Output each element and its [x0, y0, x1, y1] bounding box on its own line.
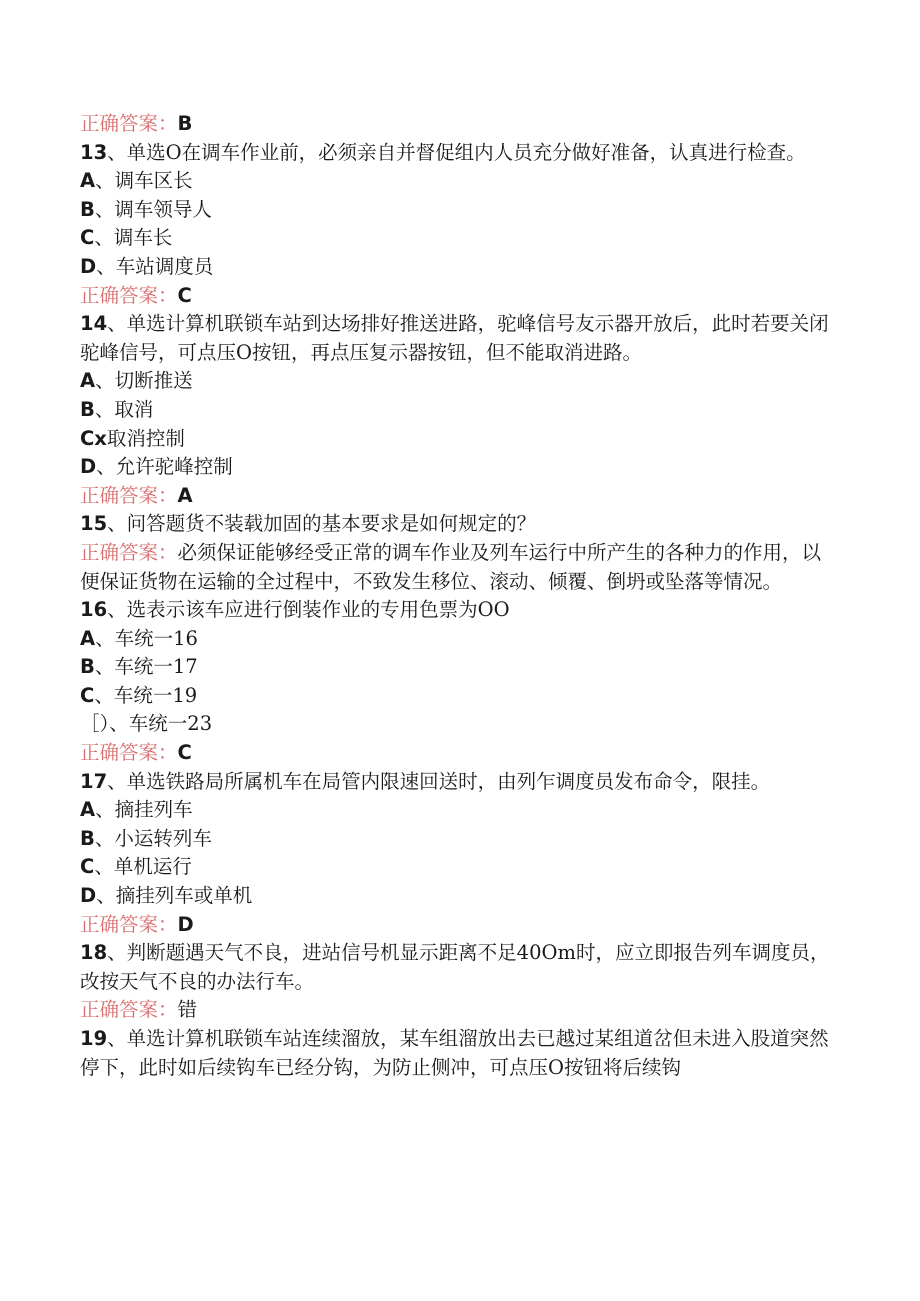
option-d [80, 253, 840, 282]
option-text: 车统一23 [128, 712, 213, 736]
option-b [80, 653, 840, 682]
question-text: 单选计算机联锁车站到达场排好推送进路，驼峰信号友示器开放后，此时若要关闭驼峰信号，可点压O按钮，再点压复示器按钮，但不能取消进路。 [80, 312, 829, 364]
option-key: D [80, 455, 97, 479]
question-13 [80, 139, 840, 168]
option-text: 允许驼峰控制 [115, 455, 233, 479]
option-key: B [80, 826, 95, 850]
option-a [80, 367, 840, 396]
option-text: 调车长 [113, 226, 173, 250]
option-separator: 、 [94, 826, 115, 850]
question-text: 单选O在调车作业前，必须亲自并督促组内人员充分做好准备，认真进行检查。 [126, 140, 806, 164]
option-c [80, 425, 840, 454]
option-b [80, 825, 840, 854]
option-separator: 、 [94, 397, 115, 421]
question-17 [80, 768, 840, 797]
answer-value: A [177, 483, 193, 507]
answer-text: 必须保证能够经受正常的调车作业及列车运行中所产生的各种力的作用，以便保证货物在运输的全过程中，不致发生移位、滚动、倾覆、倒坍或坠落等情况。 [80, 540, 822, 593]
option-key: Cx [80, 426, 107, 450]
answer-line [80, 739, 840, 768]
answer-label: 正确答案： [80, 912, 178, 936]
option-key: C [80, 683, 95, 707]
option-separator: 、 [94, 855, 114, 879]
option-key: B [80, 197, 95, 221]
option-text: 车统一16 [114, 626, 198, 650]
question-number: 16 [80, 598, 108, 622]
option-separator: 、 [95, 798, 115, 822]
question-number: 13 [80, 140, 108, 164]
option-b [80, 396, 840, 425]
question-15 [80, 510, 840, 539]
option-text: 车统一17 [114, 655, 198, 679]
option-key: A [80, 169, 96, 193]
option-text: 小运转列车 [114, 826, 212, 850]
answer-text: 错 [177, 998, 198, 1022]
question-number: 14 [80, 312, 108, 336]
question-separator: 、 [107, 140, 127, 164]
question-text: 判断题遇天气不良，进站信号机显示距离不足40Om时，应立即报告列车调度员，改按天气不良的办法行车。 [80, 941, 830, 993]
option-separator: 、 [94, 655, 115, 679]
option-key: A [80, 369, 96, 393]
option-separator: 、 [94, 197, 115, 221]
option-text: 车站调度员 [115, 254, 214, 278]
option-separator: 、 [109, 712, 129, 736]
option-separator: 、 [95, 626, 115, 650]
question-18 [80, 939, 840, 996]
question-number: 15 [80, 512, 108, 536]
option-a [80, 625, 840, 654]
answer-label: 正确答案： [80, 540, 178, 564]
option-key: ［） [80, 712, 110, 736]
option-text: 切断推送 [114, 369, 193, 393]
option-separator: 、 [94, 683, 114, 707]
option-text: 取消 [114, 397, 154, 421]
option-text: 调车领导人 [114, 197, 212, 221]
question-separator: 、 [107, 512, 127, 536]
answer-line [80, 539, 840, 596]
answer-label: 正确答案： [80, 483, 178, 507]
option-key: D [80, 254, 97, 278]
answer-label: 正确答案： [80, 283, 178, 307]
option-a [80, 167, 840, 196]
option-text: 摘挂列车 [114, 798, 193, 822]
question-19 [80, 1025, 840, 1082]
answer-value: C [177, 741, 192, 765]
option-d [80, 453, 840, 482]
option-separator: 、 [96, 455, 116, 479]
answer-label: 正确答案： [80, 112, 178, 135]
option-d [80, 882, 840, 911]
option-separator: 、 [96, 254, 116, 278]
option-separator: 、 [95, 369, 115, 393]
option-text: 车统一19 [113, 683, 198, 707]
question-separator: 、 [107, 312, 127, 336]
answer-line [80, 110, 840, 139]
question-separator: 、 [107, 598, 127, 622]
question-text: 选表示该车应进行倒装作业的专用色票为OO [126, 598, 510, 622]
option-key: A [80, 626, 96, 650]
question-16 [80, 596, 840, 625]
answer-label: 正确答案： [80, 998, 178, 1022]
option-a [80, 796, 840, 825]
option-text: 单机运行 [113, 855, 192, 879]
question-separator: 、 [107, 769, 127, 793]
answer-value: B [177, 112, 193, 135]
answer-line [80, 482, 840, 511]
option-c [80, 224, 840, 253]
question-number: 18 [80, 941, 108, 965]
answer-value: C [177, 283, 192, 307]
answer-line [80, 996, 840, 1025]
answer-label: 正确答案： [80, 741, 178, 765]
option-key: B [80, 655, 95, 679]
question-separator: 、 [107, 1027, 127, 1050]
question-number: 17 [80, 769, 108, 793]
option-text: 取消控制 [106, 426, 185, 450]
answer-line [80, 282, 840, 311]
question-number: 19 [80, 1027, 108, 1050]
option-key: D [80, 884, 97, 908]
question-text: 问答题货不装载加固的基本要求是如何规定的？ [126, 512, 537, 536]
option-key: C [80, 855, 95, 879]
option-separator: 、 [96, 884, 116, 908]
question-text: 单选铁路局所属机车在局管内限速回送时，由列乍调度员发布命令，限挂。 [126, 769, 771, 793]
option-key: A [80, 798, 96, 822]
option-separator: 、 [95, 169, 115, 193]
option-text: 摘挂列车或单机 [115, 884, 253, 908]
question-separator: 、 [107, 941, 127, 965]
option-c [80, 853, 840, 882]
answer-line [80, 911, 840, 940]
question-14 [80, 310, 840, 367]
option-key: B [80, 397, 95, 421]
option-b [80, 196, 840, 225]
option-text: 调车区长 [114, 169, 193, 193]
option-c [80, 682, 840, 711]
option-key: C [80, 226, 95, 250]
document-page [80, 110, 840, 1082]
option-d [80, 710, 840, 739]
answer-value: D [177, 912, 194, 936]
question-text: 单选计算机联锁车站连续溜放，某车组溜放出去已越过某组道岔但未进入股道突然停下，此时如后续钩车已经分钩，为防止侧冲，可点压O按钮将后续钩 [80, 1027, 829, 1079]
option-separator: 、 [94, 226, 114, 250]
